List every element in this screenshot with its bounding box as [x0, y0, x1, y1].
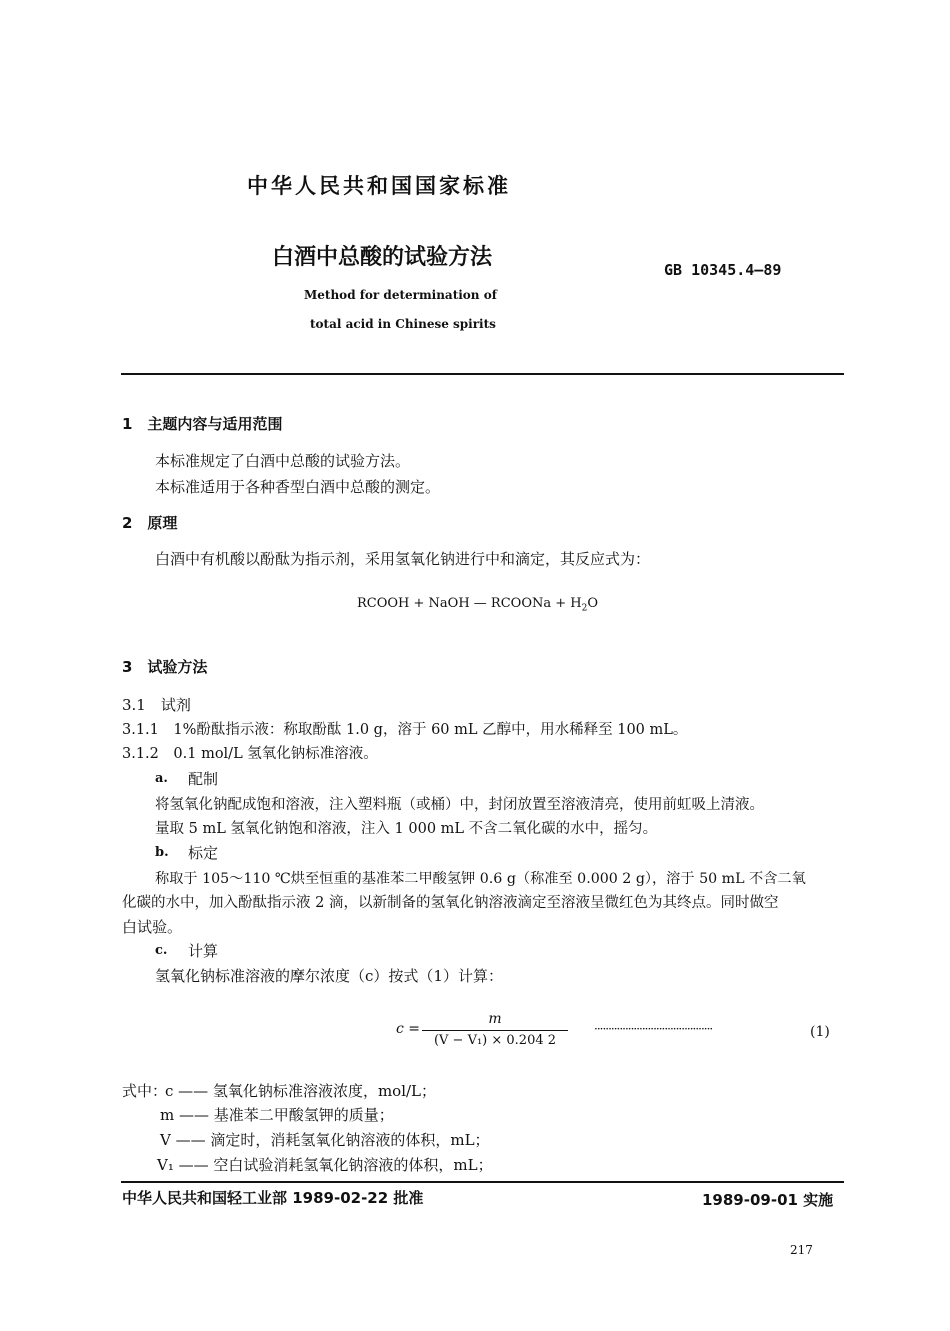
reaction-equation-end: O [587, 596, 599, 611]
item-a-title: 配制 [188, 770, 219, 788]
where-intro: 式中： [122, 1082, 168, 1100]
reaction-equation [357, 596, 598, 614]
formula-denominator: (V − V₁) × 0.204 2 [433, 1033, 557, 1048]
item-b-paragraph-line-1: 称取于 105～110 ℃烘至恒重的基准苯二甲酸氢钾 0.6 g（称准至 0.000 2 g），溶于 50 mL 不含二氧 [155, 871, 806, 887]
section-1-paragraph-1: 本标准规定了白酒中总酸的试验方法。 [155, 452, 411, 470]
english-title-line1: Method for determination of [304, 288, 497, 302]
page-number: 217 [790, 1243, 813, 1257]
section-1-heading: 1 主题内容与适用范围 [122, 415, 283, 433]
formula-lhs: c = [396, 1021, 421, 1037]
english-title-line2: total acid in Chinese spirits [310, 317, 496, 331]
approval-line: 中华人民共和国轻工业部 1989-02-22 批准 [122, 1189, 424, 1207]
formula-leader-dots: ·········································· [594, 1022, 713, 1036]
item-b-paragraph-line-3: 白试验。 [122, 918, 183, 936]
subsection-3-1: 3.1 试剂 [122, 696, 191, 714]
item-b-label: b. [155, 845, 169, 860]
item-c-paragraph: 氢氧化钠标准溶液的摩尔浓度（c）按式（1）计算： [155, 967, 503, 985]
item-a-label: a. [155, 771, 168, 786]
standard-code: GB 10345.4—89 [664, 261, 782, 279]
where-v1: V₁ —— 空白试验消耗氢氧化钠溶液的体积，mL； [157, 1156, 493, 1174]
section-1-paragraph-2: 本标准适用于各种香型白酒中总酸的测定。 [155, 478, 441, 496]
formula-numerator: m [488, 1011, 502, 1027]
national-standard-heading: 中华人民共和国国家标准 [247, 174, 511, 198]
item-b-paragraph-line-2: 化碳的水中，加入酚酞指示液 2 滴，以新制备的氢氧化钠溶液滴定至溶液呈微红色为其终点。同时做空 [122, 895, 779, 911]
subsection-3-1-2: 3.1.2 0.1 mol/L 氢氧化钠标准溶液。 [122, 746, 378, 762]
item-c-title: 计算 [188, 942, 219, 960]
reaction-equation-main: RCOOH + NaOH — RCOONa + H [357, 596, 582, 611]
item-c-label: c. [155, 943, 168, 958]
formula-fraction-bar [422, 1030, 568, 1031]
item-a-paragraph-2: 量取 5 mL 氢氧化钠饱和溶液，注入 1 000 mL 不含二氧化碳的水中，摇匀。 [155, 821, 658, 837]
section-3-heading: 3 试验方法 [122, 658, 208, 676]
section-2-heading: 2 原理 [122, 514, 178, 532]
formula-number: (1) [810, 1024, 830, 1040]
reaction-equation-subscript: 2 [581, 603, 588, 614]
section-2-paragraph: 白酒中有机酸以酚酞为指示剂，采用氢氧化钠进行中和滴定，其反应式为： [155, 550, 651, 568]
effective-date: 1989-09-01 实施 [702, 1191, 834, 1209]
footer-divider [121, 1181, 844, 1183]
where-c: c —— 氢氧化钠标准溶液浓度，mol/L； [165, 1082, 437, 1100]
document-title: 白酒中总酸的试验方法 [272, 245, 493, 270]
header-divider [121, 373, 844, 375]
subsection-3-1-1: 3.1.1 1%酚酞指示液：称取酚酞 1.0 g，溶于 60 mL 乙醇中，用水稀释至 100 mL。 [122, 722, 688, 738]
item-a-paragraph-1: 将氢氧化钠配成饱和溶液，注入塑料瓶（或桶）中，封闭放置至溶液清亮，使用前虹吸上清液。 [155, 797, 764, 813]
where-v: V —— 滴定时，消耗氢氧化钠溶液的体积，mL； [160, 1131, 490, 1149]
where-m: m —— 基准苯二甲酸氢钾的质量； [160, 1106, 394, 1124]
item-b-title: 标定 [188, 844, 219, 862]
